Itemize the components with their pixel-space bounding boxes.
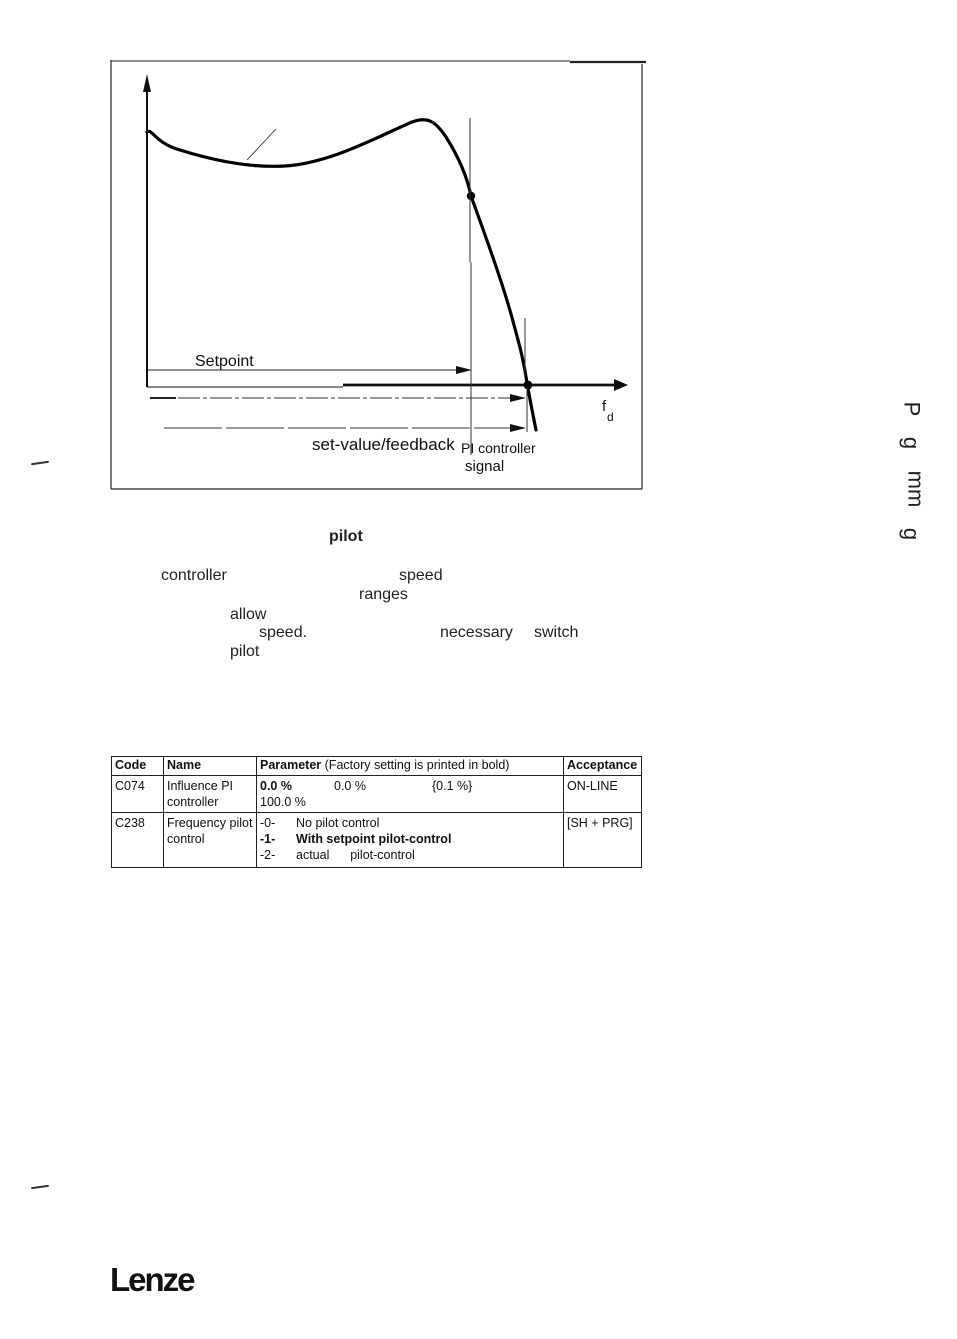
cell-acceptance: ON-LINE [564, 776, 642, 813]
operating-point-upper [467, 192, 475, 200]
guide-lines [470, 118, 527, 455]
option-0: -0- No pilot control [260, 816, 380, 830]
signal-label: signal [465, 458, 505, 475]
header-code: Code [112, 757, 164, 776]
table-header-row [112, 757, 642, 776]
setpoint-label: Setpoint [195, 353, 254, 370]
feedback-arrow [150, 394, 526, 402]
characteristic-curve [147, 120, 536, 430]
margin-mark-lower [31, 1185, 49, 1189]
param-default: 0.0 % [260, 779, 292, 793]
header-name: Name [164, 757, 257, 776]
pi-controller-arrow [164, 424, 526, 432]
cell-acceptance: [SH + PRG] [564, 813, 642, 868]
figure-frame [111, 60, 646, 489]
table-row [112, 813, 642, 868]
text-fragment-controller: controller [161, 567, 227, 584]
pi-controller-label: PI controller [461, 440, 536, 456]
table-row [112, 776, 642, 813]
text-fragment-speed-period: speed. [259, 624, 308, 641]
x-axis [147, 379, 628, 391]
axis-f-subscript: d [607, 410, 614, 424]
option-2: -2- actual pilot-control [260, 848, 415, 862]
curve-pointer-line [247, 129, 276, 160]
text-fragment-switch: switch [534, 624, 579, 641]
text-fragment-ranges: ranges [359, 586, 408, 603]
text-fragment-allow: allow [230, 606, 267, 623]
side-tab-letter-1: P [899, 401, 925, 417]
cell-code: C238 [112, 813, 164, 868]
cell-parameter [257, 813, 564, 868]
side-tab-letter-4: g [899, 527, 925, 541]
cell-code: C074 [112, 776, 164, 813]
param-step: {0.1 %} [432, 779, 473, 793]
cell-parameter [257, 776, 564, 813]
operating-point-lower [524, 381, 533, 390]
parameter-table [111, 756, 642, 868]
frequency-diagram [0, 0, 957, 500]
axis-f-label: f [602, 398, 607, 415]
header-acceptance: Acceptance [564, 757, 642, 776]
side-tab-letter-3: mm [903, 470, 929, 508]
side-tab-letter-2: g [899, 436, 925, 450]
set-value-feedback-label: set-value/feedback [312, 435, 455, 454]
y-axis [143, 74, 151, 387]
option-1: -1- With setpoint pilot-control [260, 832, 452, 846]
text-fragment-speed: speed [399, 567, 443, 584]
cell-name: Influence PI controller [164, 776, 257, 813]
lenze-logo: Lenze [110, 1261, 194, 1298]
text-fragment-necessary: necessary [440, 624, 513, 641]
param-min: 0.0 % [334, 779, 366, 793]
header-parameter-note: (Factory setting is printed in bold) [324, 758, 510, 772]
param-max: 100.0 % [260, 795, 306, 809]
text-fragment-pilot: pilot [329, 528, 363, 545]
text-fragment-pilot-2: pilot [230, 643, 260, 660]
cell-name: Frequency pilot control [164, 813, 257, 868]
header-parameter: Parameter (Factory setting is printed in bold) [257, 757, 564, 776]
